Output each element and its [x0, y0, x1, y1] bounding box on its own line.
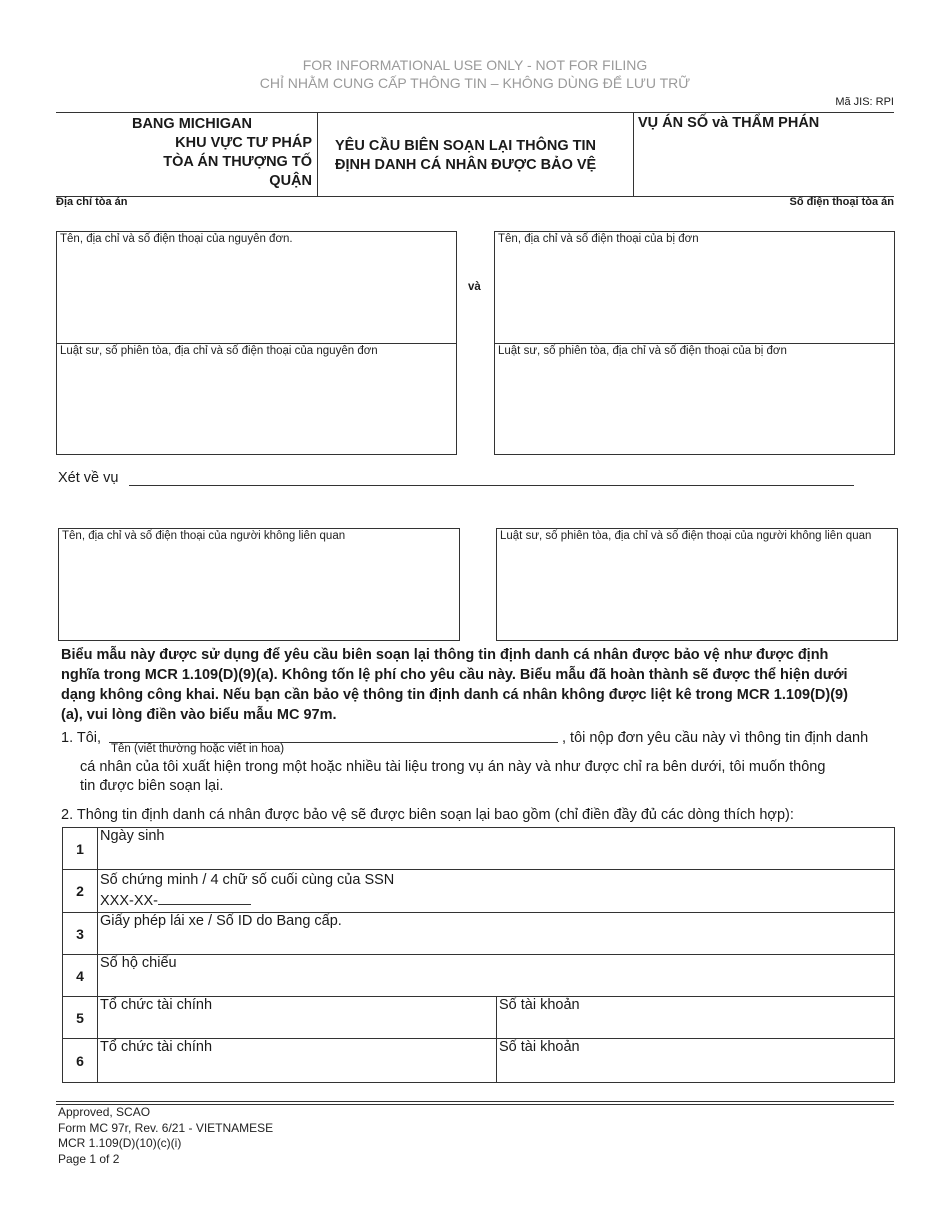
header-divider-left [317, 112, 318, 196]
form-title-line-1: YÊU CẦU BIÊN SOẠN LẠI THÔNG TIN [335, 138, 597, 154]
table-row [63, 870, 895, 913]
footer-rule-1 [56, 1101, 894, 1102]
and-label: và [468, 281, 481, 293]
table-row [63, 828, 895, 870]
third-party-attorney-box [496, 528, 898, 641]
table-row [63, 997, 895, 1039]
court-heading [56, 115, 312, 191]
account-number-field[interactable] [497, 1039, 895, 1083]
item-1-line-3: tin được biên soạn lại. [80, 778, 224, 794]
date-of-birth-field[interactable] [98, 828, 895, 870]
applicant-name-caption: Tên (viết thường hoặc viết in hoa) [111, 743, 285, 755]
row-number: 4 [63, 955, 98, 997]
footer-page-number: Page 1 of 2 [58, 1151, 120, 1166]
footer [58, 1105, 273, 1167]
defendant-label: Tên, địa chỉ và số điện thoại của bị đơn [498, 233, 699, 245]
footer-court-rule: MCR 1.109(D)(10)(c)(i) [58, 1136, 182, 1150]
table-row [63, 913, 895, 955]
protected-info-table [62, 827, 895, 1083]
watermark-line-2: CHỈ NHẰM CUNG CẤP THÔNG TIN – KHÔNG DÙNG ĐỂ LƯU TRỮ [259, 75, 691, 91]
jis-code: Mã JIS: RPI [835, 96, 894, 108]
drivers-license-label: Giấy phép lái xe / Số ID do Bang cấp. [100, 913, 342, 929]
row-number: 6 [63, 1039, 98, 1083]
item-1-line-2: cá nhân của tôi xuất hiện trong một hoặc nhiều tài liệu trong vụ án này và như được chỉ ra bên dưới, tôi muốn thông [80, 759, 826, 775]
plaintiff-box-divider [57, 343, 456, 344]
instructions-line-1: Biểu mẫu này được sử dụng để yêu cầu biên soạn lại thông tin định danh cá nhân được bảo vệ như được định [61, 647, 829, 663]
judicial-district: KHU VỰC TƯ PHÁP [175, 135, 312, 151]
date-of-birth-label: Ngày sinh [100, 828, 165, 844]
row-number: 3 [63, 913, 98, 955]
form-title [335, 137, 596, 175]
third-party-attorney-label: Luật sư, số phiên tòa, địa chỉ và số điện thoại của người không liên quan [500, 530, 872, 542]
plaintiff-box [56, 231, 457, 455]
court-name-line-2: QUẬN [269, 173, 312, 189]
third-party-label: Tên, địa chỉ và số điện thoại của người không liên quan [62, 530, 346, 542]
item-1-prefix: 1. Tôi, [61, 730, 102, 746]
account-number-field[interactable] [497, 997, 895, 1039]
passport-field[interactable] [98, 955, 895, 997]
item-2-intro: 2. Thông tin định danh cá nhân được bảo vệ sẽ được biên soạn lại bao gồm (chỉ điền đầy đủ các dòng thích hợp): [61, 807, 794, 823]
header-divider-right [633, 112, 634, 196]
footer-form-number: Form MC 97r, Rev. 6/21 - VIETNAMESE [58, 1120, 274, 1135]
court-phone-label: Số điện thoại tòa án [789, 196, 894, 208]
item-1-suffix: , tôi nộp đơn yêu cầu này vì thông tin định danh [562, 730, 869, 746]
instructions-line-2: nghĩa trong MCR 1.109(D)(9)(a). Không tốn lệ phí cho yêu cầu này. Biểu mẫu đã hoàn thành sẽ được thể hiện dưới [61, 667, 848, 683]
in-the-matter-field[interactable] [129, 485, 854, 486]
ssn-last-four-input[interactable] [158, 891, 251, 905]
financial-institution-label: Tổ chức tài chính [100, 997, 213, 1013]
ssn-field[interactable] [98, 870, 895, 913]
instructions-line-4: (a), vui lòng điền vào biểu mẫu MC 97m. [61, 707, 337, 723]
drivers-license-field[interactable] [98, 913, 895, 955]
header-top-rule [56, 112, 894, 113]
table-row [63, 955, 895, 997]
instructions [61, 645, 848, 725]
court-name-line-1: TÒA ÁN THƯỢNG TỐ [163, 154, 312, 170]
account-number-label: Số tài khoản [499, 997, 580, 1013]
footer-approved: Approved, SCAO [58, 1105, 151, 1119]
financial-institution-field[interactable] [98, 1039, 497, 1083]
account-number-label: Số tài khoản [499, 1039, 580, 1055]
row-number: 5 [63, 997, 98, 1039]
plaintiff-attorney-label: Luật sư, số phiên tòa, địa chỉ và số điện thoại của nguyên đơn [60, 345, 378, 357]
ssn-prefix: XXX-XX- [100, 893, 159, 909]
table-row [63, 1039, 895, 1083]
header-bottom-rule [56, 196, 894, 197]
in-the-matter-label: Xét về vụ [58, 470, 119, 486]
watermark-line-1: FOR INFORMATIONAL USE ONLY - NOT FOR FILING [302, 57, 648, 73]
court-address-label: Địa chỉ tòa án [56, 196, 128, 208]
passport-label: Số hộ chiếu [100, 955, 177, 971]
instructions-line-3: dạng không công khai. Nếu bạn cần bảo vệ thông tin định danh cá nhân không được liệt kê trong MCR 1.109(D)(9) [61, 687, 848, 703]
row-number: 2 [63, 870, 98, 913]
financial-institution-label: Tổ chức tài chính [100, 1039, 213, 1055]
form-title-line-2: ĐỊNH DANH CÁ NHÂN ĐƯỢC BẢO VỆ [335, 157, 597, 173]
plaintiff-label: Tên, địa chỉ và số điện thoại của nguyên đơn. [60, 233, 293, 245]
state-name: BANG MICHIGAN [131, 116, 252, 132]
ssn-label: Số chứng minh / 4 chữ số cuối cùng của SSN [100, 872, 395, 888]
case-number-judge-label: VỤ ÁN SỐ và THẨM PHÁN [638, 115, 820, 131]
row-number: 1 [63, 828, 98, 870]
defendant-box [494, 231, 895, 455]
defendant-attorney-label: Luật sư, số phiên tòa, địa chỉ và số điện thoại của bị đơn [498, 345, 787, 357]
third-party-box [58, 528, 460, 641]
financial-institution-field[interactable] [98, 997, 497, 1039]
defendant-box-divider [495, 343, 894, 344]
